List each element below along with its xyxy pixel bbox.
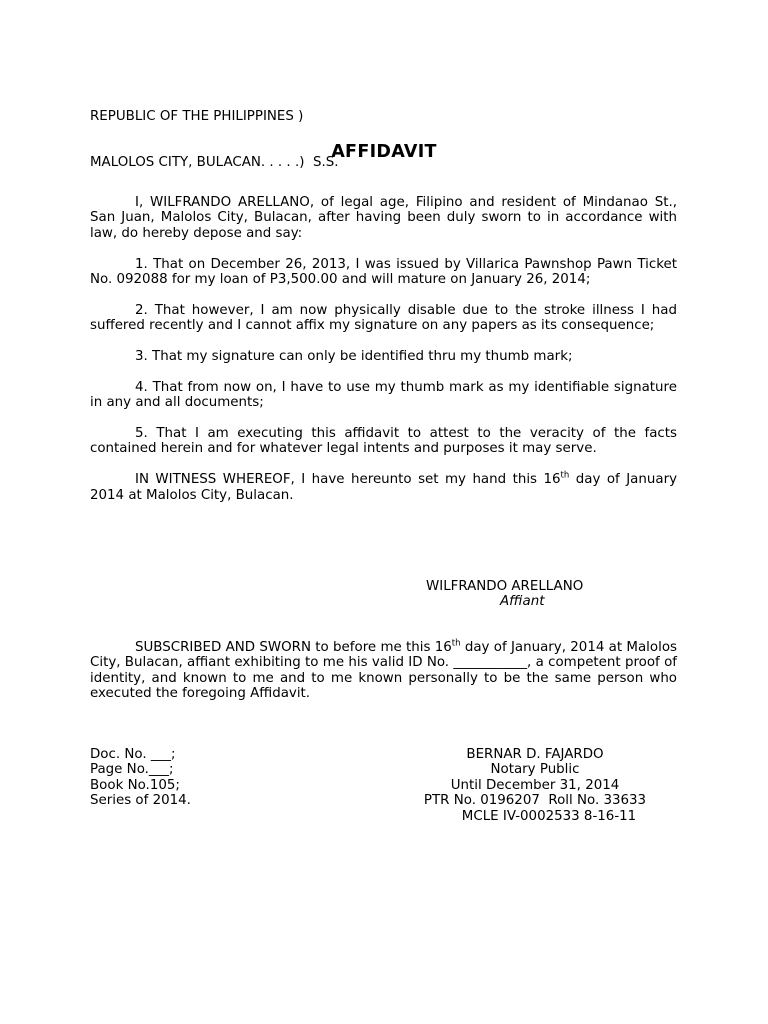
venue-header xyxy=(90,78,338,201)
witness-ordinal-suffix: th xyxy=(560,470,570,481)
statement-1: 1. That on December 26, 2013, I was issued by Villarica Pawnshop Pawn Ticket No. 092088 for my loan of P3,500.00 and will mature on January 26, 2014; xyxy=(90,256,677,288)
affiant-name: WILFRANDO ARELLANO xyxy=(426,579,584,594)
jurat-text-start: SUBSCRIBED AND SWORN to before me this 16 xyxy=(135,640,452,655)
statement-4: 4. That from now on, I have to use my thumb mark as my identifiable signature in any and all documents; xyxy=(90,379,677,411)
affiant-role: Affiant xyxy=(500,594,545,610)
statement-2: 2. That however, I am now physically disable due to the stroke illness I had suffered recently and I cannot affix my signature on any papers as its consequence; xyxy=(90,302,677,334)
notarial-register-reference xyxy=(90,747,191,809)
statement-3: 3. That my signature can only be identified thru my thumb mark; xyxy=(135,349,573,365)
intro-paragraph: I, WILFRANDO ARELLANO, of legal age, Filipino and resident of Mindanao St., San Juan, Malolos City, Bulacan, after having been duly sworn to in accordance with law, do hereby depose and say: xyxy=(90,195,677,241)
jurat-ordinal-suffix: th xyxy=(451,638,461,649)
venue-line-republic: REPUBLIC OF THE PHILIPPINES ) xyxy=(90,108,304,124)
notary-commission-until: Until December 31, 2014 xyxy=(450,777,620,793)
statement-5: 5. That I am executing this affidavit to attest to the veracity of the facts contained herein and for whatever legal intents and purposes it may serve. xyxy=(90,426,677,457)
venue-line-city: MALOLOS CITY, BULACAN. . . . .) S.S. xyxy=(90,155,339,171)
witness-text-start: IN WITNESS WHEREOF, I have hereunto set my hand this 16 xyxy=(135,472,561,488)
affiant-signature-block xyxy=(426,579,583,610)
witness-paragraph xyxy=(90,472,677,503)
book-number: Book No.105; xyxy=(90,777,180,793)
document-title: AFFIDAVIT xyxy=(331,142,437,162)
notary-ptr-roll: PTR No. 0196207 Roll No. 33633 xyxy=(423,793,647,809)
page-number: Page No.___; xyxy=(90,762,174,778)
jurat-section xyxy=(90,640,677,702)
doc-number: Doc. No. ___; xyxy=(90,747,176,762)
notary-mcle: MCLE IV-0002533 8-16-11 xyxy=(461,808,637,824)
notary-title: Notary Public xyxy=(490,762,580,778)
witness-text-end: day of January 2014 at Malolos City, Bulacan. xyxy=(90,472,677,503)
jurat-text-end: day of January, 2014 at Malolos City, Bulacan, affiant exhibiting to me his valid ID No. ___________, a competent proof of identity, and known to me and to me known personally to be the same person who executed the foregoing Affidavit. xyxy=(90,640,677,702)
jurat-paragraph xyxy=(90,640,677,702)
notary-block xyxy=(400,747,670,824)
notary-name: BERNAR D. FAJARDO xyxy=(466,747,604,762)
series-year: Series of 2014. xyxy=(90,793,191,809)
affidavit-body xyxy=(90,195,677,503)
